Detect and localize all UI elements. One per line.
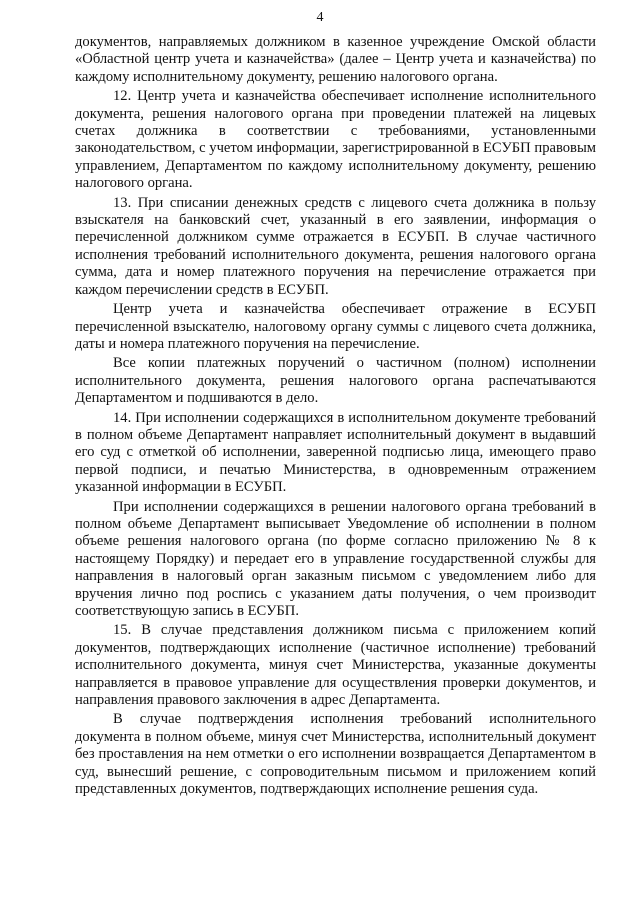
paragraph-item-13: 13. При списании денежных средств с лицевого счета должника в пользу взыскателя на банковский счет, указанный в его заявлении, информация о перечисленной должником сумме отражается в ЕСУБП. В случае частичного исполнения требований исполнительного документа, решения налогового органа сумма, дата и номер платежного поручения на перечисление отражается при каждом перечислении средств в ЕСУБП. <box>75 194 596 298</box>
paragraph-payment-copies: Все копии платежных поручений о частичном (полном) исполнении исполнительного документа, решения налогового органа распечатываются Департаментом и подшиваются в дело. <box>75 355 596 407</box>
paragraph-item-14: 14. При исполнении содержащихся в исполнительном документе требований в полном объеме Департамент направляет исполнительный документ в выдавший его суд с отметкой об исполнении, заверенной подписью лица, имеющего право первой подписи, и печатью Министерства, в одновременным отражением указанной информации в ЕСУБП. <box>75 409 596 496</box>
paragraph-item-12: 12. Центр учета и казначейства обеспечивает исполнение исполнительного документа, решения налогового органа при проведении платежей на лицевых счетах должника в соответствии с требованиями, установленными законодательством, с учетом информации, зарегистрированной в ЕСУБП правовым управлением, Департаментом по каждому исполнительному документу, решению налогового органа. <box>75 88 596 192</box>
paragraph-tax-decision: При исполнении содержащихся в решении налогового органа требований в полном объеме Департамент выписывает Уведомление об исполнении в полном объеме решения налогового органа (по форме согласно приложению № 8 к настоящему Порядку) и передает его в управление государственной службы для направления в налоговый орган заказным письмом с уведомлением либо для вручения лично под роспись с указанием даты получения, о чем производит соответствующую запись в ЕСУБП. <box>75 498 596 619</box>
page-number: 4 <box>316 10 324 25</box>
document-body <box>75 34 596 800</box>
paragraph-confirmation: В случае подтверждения исполнения требований исполнительного документа в полном объеме, минуя счет Министерства, исполнительный документ без проставления на нем отметки о его исполнении возвращается Департаментом в суд, вынесший решение, с сопроводительным письмом и приложением копий представленных документов, подтверждающих исполнение решения суда. <box>75 711 596 798</box>
paragraph-item-15: 15. В случае представления должником письма с приложением копий документов, подтверждающих исполнение (частичное исполнение) требований исполнительного документа, минуя счет Министерства, указанные документы направляется в правовое управление для осуществления проверки документов, и направления правового заключения в адрес Департамента. <box>75 622 596 709</box>
paragraph-treasury-reflection: Центр учета и казначейства обеспечивает отражение в ЕСУБП перечисленной взыскателю, налоговому органу суммы с лицевого счета должника, даты и номера платежного поручения на перечисление. <box>75 301 596 352</box>
paragraph-continuation: документов, направляемых должником в казенное учреждение Омской области «Областной центр учета и казначейства» (далее – Центр учета и казначейства) по каждому исполнительному документу, решению налогового органа. <box>75 34 596 85</box>
